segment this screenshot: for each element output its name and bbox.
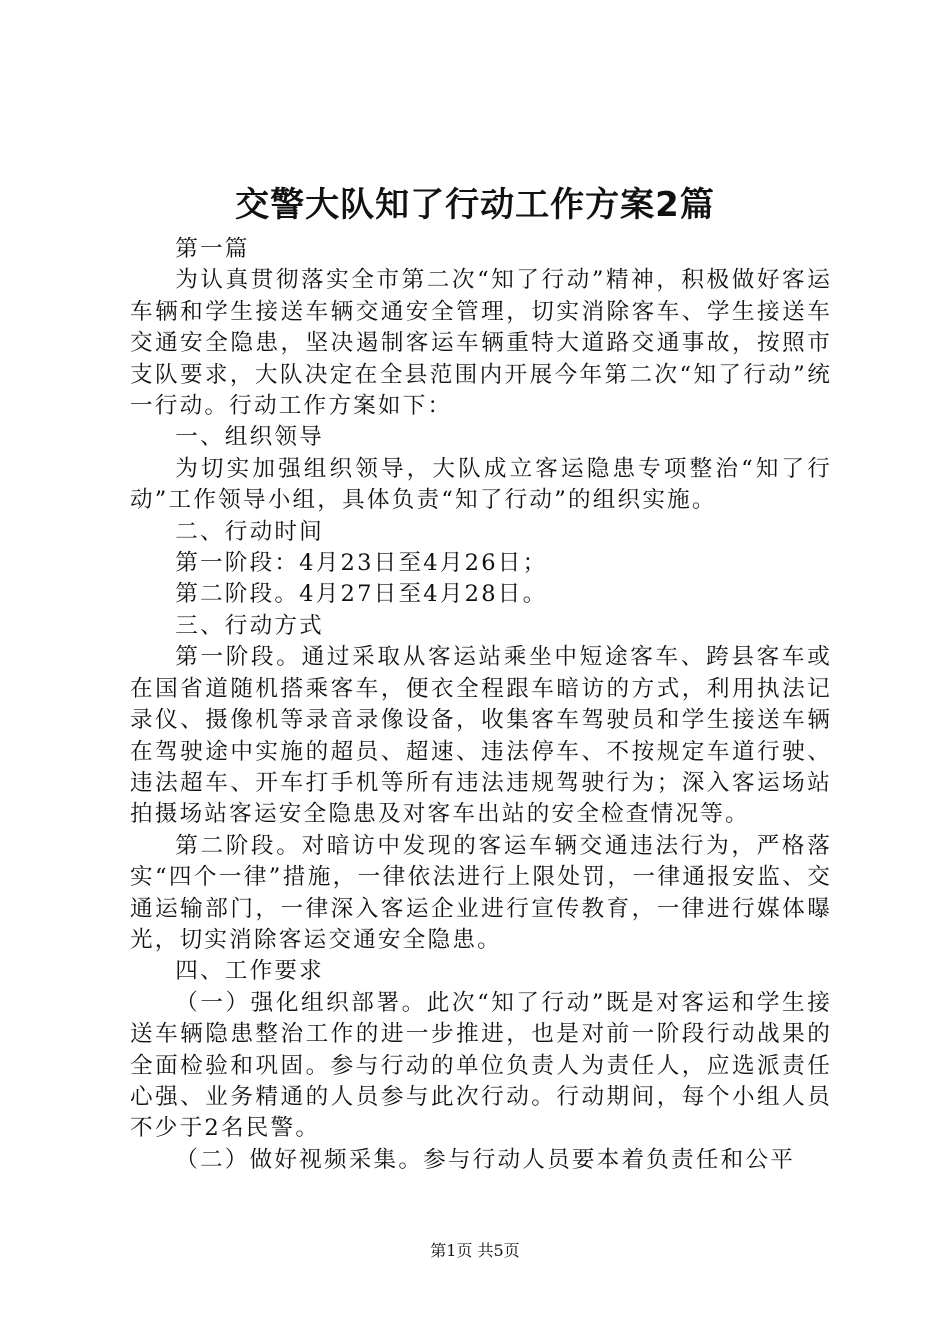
paragraph: （二）做好视频采集。参与行动人员要本着负责任和公平 bbox=[175, 1146, 796, 1173]
section-heading: 第一篇 bbox=[175, 236, 250, 262]
paragraph: 为切实加强组织领导，大队成立客运隐患专项整治“知了行动”工作领导小组，具体负责“知了行动”的组织实施。 bbox=[130, 455, 832, 514]
paragraph: 第一阶段。通过采取从客运站乘坐中短途客车、跨县客车或在国省道随机搭乘客车，便衣全程跟车暗访的方式，利用执法记录仪、摄像机等录音录像设备，收集客车驾驶员和学生接送车辆在驾驶途中实施的超员、超速、违法停车、不按规定车道行驶、违法超车、开车打手机等所有违法违规驾驶行为；深入客运场站拍摄场站客运安全隐患及对客车出站的安全检查情况等。 bbox=[130, 644, 832, 828]
page-number-footer: 第1页 共5页 bbox=[430, 1241, 520, 1260]
document-title: 交警大队知了行动工作方案2篇 bbox=[235, 185, 715, 225]
paragraph: （一）强化组织部署。此次“知了行动”既是对客运和学生接送车辆隐患整治工作的进一步推进，也是对前一阶段行动战果的全面检验和巩固。参与行动的单位负责人为责任人，应选派责任心强、业务精通的人员参与此次行动。行动期间，每个小组人员不少于2名民警。 bbox=[130, 989, 832, 1142]
section-heading: 四、工作要求 bbox=[175, 958, 324, 985]
document-body bbox=[130, 234, 832, 1176]
section-heading: 三、行动方式 bbox=[175, 612, 324, 639]
paragraph: 为认真贯彻落实全市第二次“知了行动”精神，积极做好客运车辆和学生接送车辆交通安全管理，切实消除客车、学生接送车交通安全隐患，坚决遏制客运车辆重特大道路交通事故，按照市支队要求，大队决定在全县范围内开展今年第二次“知了行动”统一行动。行动工作方案如下： bbox=[130, 267, 832, 420]
paragraph: 第二阶段。4月27日至4月28日。 bbox=[175, 581, 548, 608]
section-heading: 二、行动时间 bbox=[175, 518, 324, 545]
paragraph: 第二阶段。对暗访中发现的客运车辆交通违法行为，严格落实“四个一律”措施，一律依法进行上限处罚，一律通报安监、交通运输部门，一律深入客运企业进行宣传教育，一律进行媒体曝光，切实消除客运交通安全隐患。 bbox=[130, 832, 832, 953]
paragraph: 第一阶段：4月23日至4月26日； bbox=[175, 550, 548, 577]
section-heading: 一、组织领导 bbox=[175, 424, 324, 451]
